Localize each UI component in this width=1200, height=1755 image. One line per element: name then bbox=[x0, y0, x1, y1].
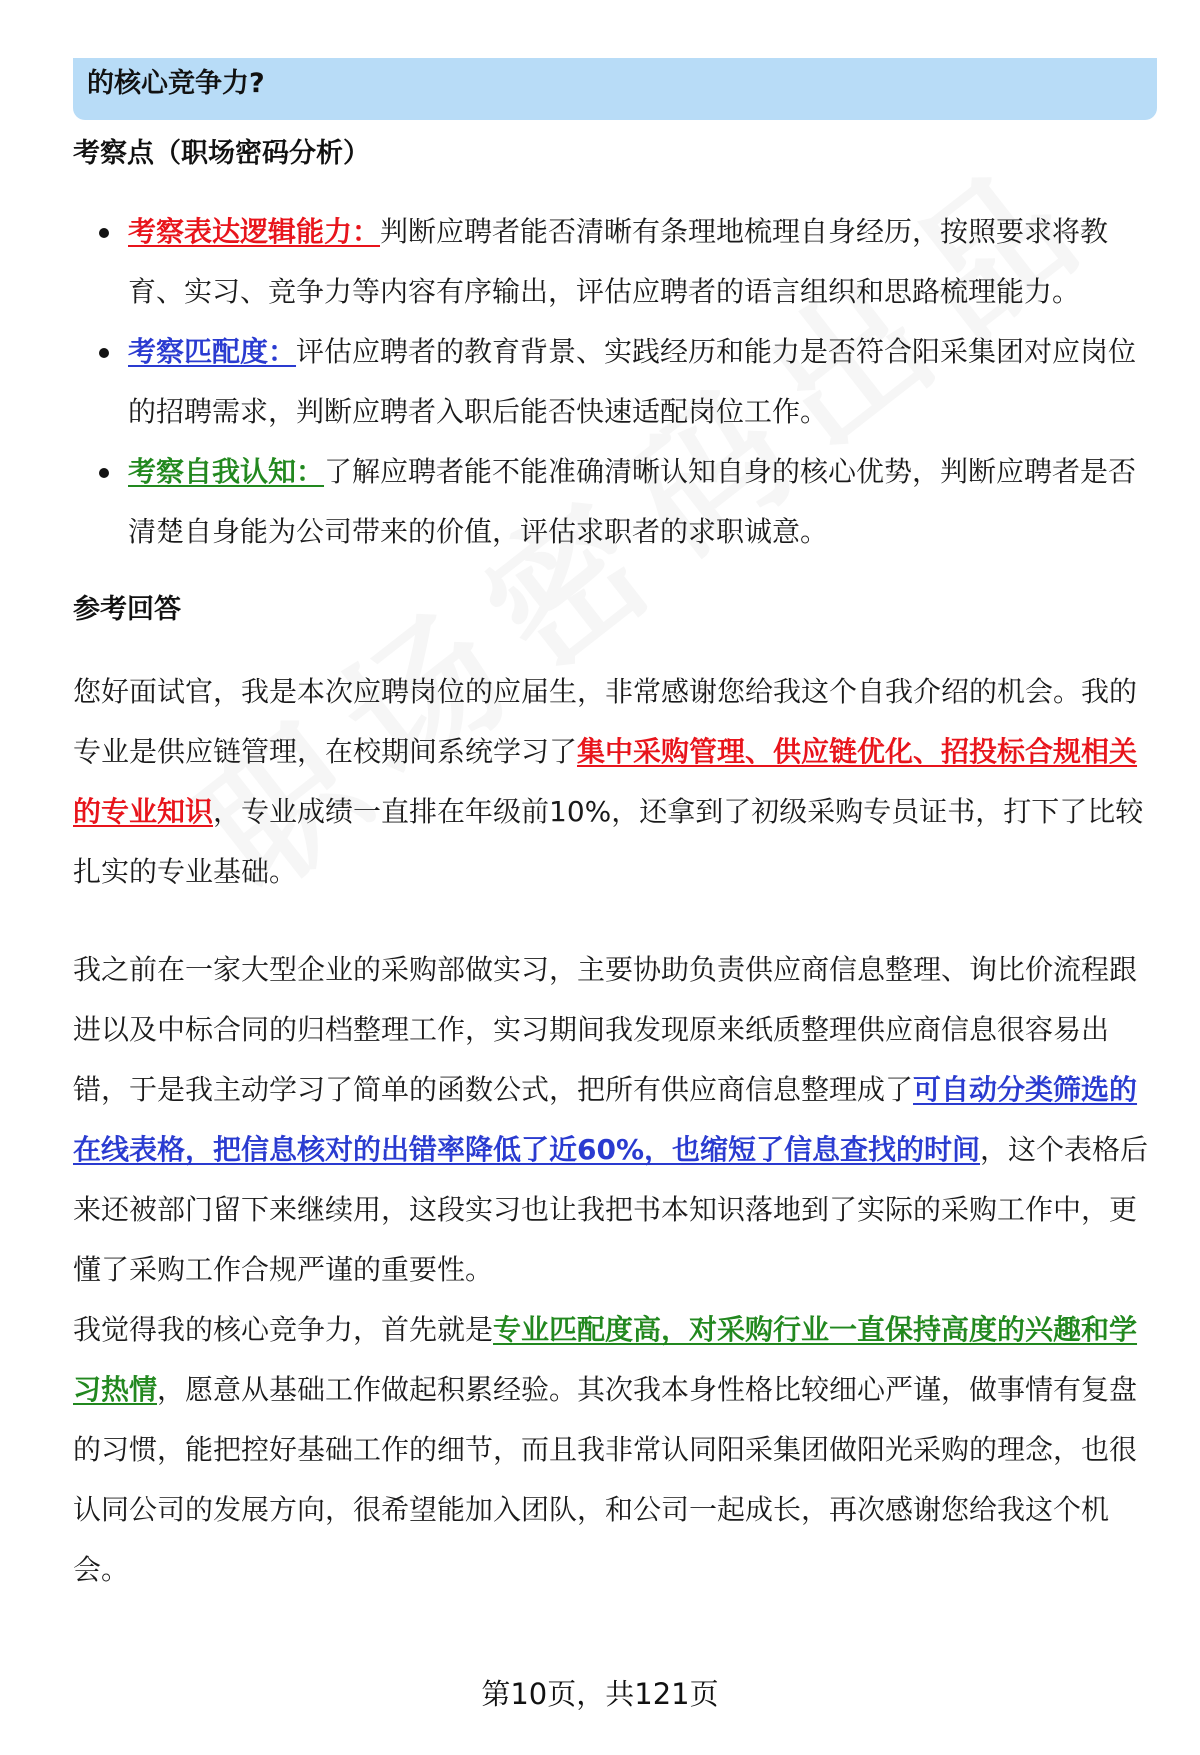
point-text: 了解应聘者能不能准确清晰认知自身的核心优势，判断应聘者是否清楚自身能为公司带来的价值，评估求职者的求职诚意。 bbox=[128, 455, 1137, 548]
point-label: 考察表达逻辑能力： bbox=[128, 215, 381, 248]
answer-text: ，愿意从基础工作做起积累经验。其次我本身性格比较细心严谨，做事情有复盘的习惯，能把控好基础工作的细节，而且我非常认同阳采集团做阳光采购的理念，也很认同公司的发展方向，很希望能加入团队，和公司一起成长，再次感谢您给我这个机会。 bbox=[73, 1373, 1138, 1586]
answer-text: 您好面试官，我是本次应聘岗位的应届生，非常感谢您给我这个自我介绍的机会。我的专业是供应链管理，在校期间系统学习了 bbox=[73, 675, 1138, 768]
content-body bbox=[73, 128, 1163, 1600]
answer-paragraph-2 bbox=[73, 940, 1163, 1300]
answer-text: ，这个表格后来还被部门留下来继续用，这段实习也让我把书本知识落地到了实际的采购工作中，更懂了采购工作合规严谨的重要性。 bbox=[73, 1133, 1149, 1286]
answer-highlight: 可自动分类筛选的在线表格，把信息核对的出错率降低了近60%，也缩短了信息查找的时间 bbox=[73, 1073, 1138, 1166]
answer-text: 我觉得我的核心竞争力，首先就是 bbox=[73, 1313, 494, 1346]
list-item bbox=[73, 442, 1163, 562]
answer-paragraph-3 bbox=[73, 1300, 1163, 1600]
list-item bbox=[73, 202, 1163, 322]
answer-highlight: 专业匹配度高，对采购行业一直保持高度的兴趣和学习热情 bbox=[73, 1313, 1138, 1406]
question-banner bbox=[73, 58, 1157, 120]
point-label: 考察自我认知： bbox=[128, 455, 325, 488]
point-text: 评估应聘者的教育背景、实践经历和能力是否符合阳采集团对应岗位的招聘需求，判断应聘者入职后能否快速适配岗位工作。 bbox=[128, 335, 1137, 428]
answer-text: 我之前在一家大型企业的采购部做实习，主要协助负责供应商信息整理、询比价流程跟进以及中标合同的归档整理工作，实习期间我发现原来纸质整理供应商信息很容易出错，于是我主动学习了简单的函数公式，把所有供应商信息整理成了 bbox=[73, 953, 1138, 1106]
points-list bbox=[73, 202, 1163, 562]
answer-text: ，专业成绩一直排在年级前10%，还拿到了初级采购专员证书，打下了比较扎实的专业基础。 bbox=[73, 795, 1144, 888]
answer-heading: 参考回答 bbox=[73, 594, 181, 625]
points-heading: 考察点（职场密码分析） bbox=[73, 138, 370, 169]
list-item bbox=[73, 322, 1163, 442]
point-label: 考察匹配度： bbox=[128, 335, 297, 368]
answer-highlight: 集中采购管理、供应链优化、招投标合规相关的专业知识 bbox=[73, 735, 1138, 828]
question-text: 的核心竞争力? bbox=[87, 68, 265, 99]
point-text: 判断应聘者能否清晰有条理地梳理自身经历，按照要求将教育、实习、竞争力等内容有序输出，评估应聘者的语言组织和思路梳理能力。 bbox=[128, 215, 1109, 308]
page-indicator: 第10页，共121页 bbox=[481, 1677, 719, 1711]
answer-paragraph-1 bbox=[73, 662, 1163, 902]
